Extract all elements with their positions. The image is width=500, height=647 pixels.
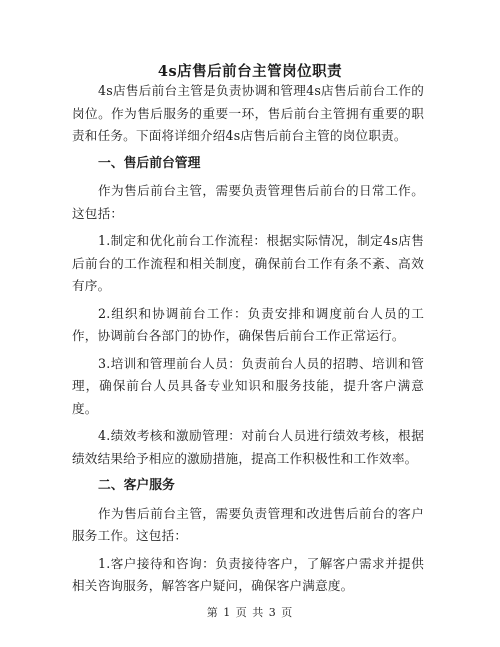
intro-paragraph: 4s店售后前台主管是负责协调和管理4s店售后前台工作的岗位。作为售后服务的重要一环，售后前台主管拥有重要的职责和任务。下面将详细介绍4s店售后前台主管的岗位职责。 — [72, 83, 424, 143]
list-item-paragraph: 4.绩效考核和激励管理：对前台人员进行绩效考核，根据绩效结果给予相应的激励措施，提高工作积极性和工作效率。 — [72, 428, 424, 466]
section-heading-customer-service: 二、客户服务 — [98, 478, 175, 493]
list-item-paragraph: 1.制定和优化前台工作流程：根据实际情况，制定4s店售后前台的工作流程和相关制度，确保前台工作有条不紊、高效有序。 — [72, 233, 424, 293]
section-paragraph: 作为售后前台主管，需要负责管理售后前台的日常工作。这包括： — [72, 183, 424, 221]
list-item-paragraph: 1.客户接待和咨询：负责接待客户，了解客户需求并提供相关咨询服务，解答客户疑问，确保客户满意度。 — [72, 555, 424, 593]
page-footer: 第 1 页 共 3 页 — [206, 606, 294, 619]
list-item-paragraph: 2.组织和协调前台工作：负责安排和调度前台人员的工作，协调前台各部门的协作，确保售后前台工作正常运行。 — [72, 305, 424, 343]
list-item-paragraph: 3.培训和管理前台人员：负责前台人员的招聘、培训和管理，确保前台人员具备专业知识和服务技能，提升客户满意度。 — [72, 355, 424, 416]
document-body — [72, 80, 424, 603]
section-heading-front-desk: 一、售后前台管理 — [98, 155, 201, 171]
section-paragraph: 作为售后前台主管，需要负责管理和改进售后前台的客户服务工作。这包括： — [72, 505, 424, 543]
document-title: 4s店售后前台主管岗位职责 — [157, 63, 343, 80]
